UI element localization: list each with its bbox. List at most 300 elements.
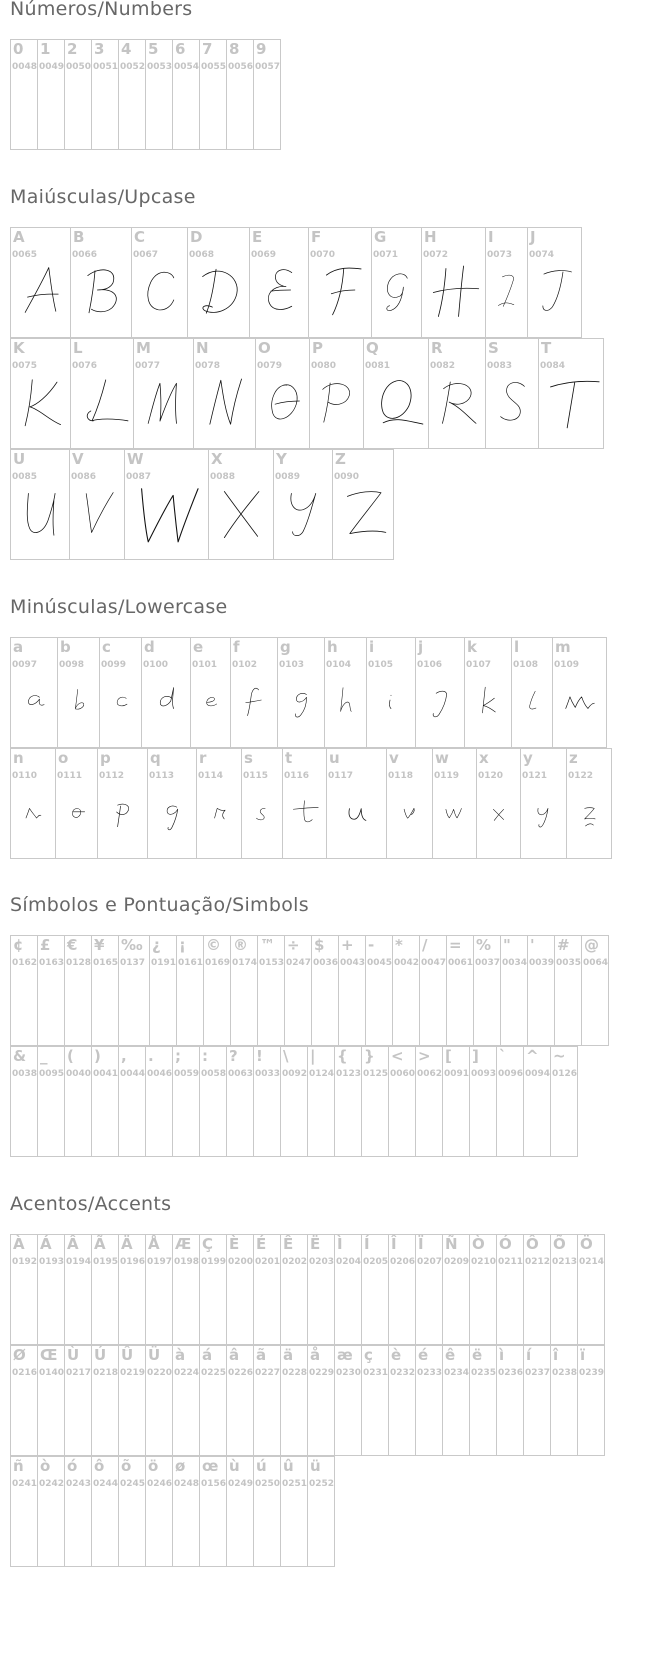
glyph-code: 0037 xyxy=(475,958,501,968)
glyph-cell xyxy=(324,637,367,748)
glyph-cell xyxy=(118,935,150,1046)
glyph-cell xyxy=(581,935,609,1046)
glyph-code: 0203 xyxy=(309,1257,335,1267)
glyph-character: í xyxy=(526,1346,532,1364)
glyph-code: 0051 xyxy=(93,62,119,72)
glyph-character: / xyxy=(422,936,428,954)
glyph-cell xyxy=(145,1345,173,1456)
glyph-character: ì xyxy=(499,1346,505,1364)
glyph-cell xyxy=(473,935,501,1046)
glyph-code: 0100 xyxy=(143,660,169,670)
glyph-code: 0062 xyxy=(417,1069,443,1079)
glyph-cell xyxy=(523,1046,551,1157)
glyph-code: 0099 xyxy=(101,660,127,670)
glyph-code: 0106 xyxy=(417,660,443,670)
glyph-code: 0225 xyxy=(201,1368,227,1378)
glyph-preview xyxy=(11,654,57,746)
glyph-code: 0228 xyxy=(282,1368,308,1378)
glyph-cell xyxy=(496,1345,524,1456)
glyph-character: K xyxy=(13,339,25,357)
glyph-cell xyxy=(10,1046,38,1157)
glyph-cell xyxy=(226,1234,254,1345)
glyph-character: i xyxy=(369,638,375,656)
glyph-character: N xyxy=(196,339,209,357)
glyph-character: ä xyxy=(283,1346,294,1364)
glyph-cell xyxy=(446,935,474,1046)
section-title: Números/Numbers xyxy=(10,0,193,20)
glyph-character: d xyxy=(144,638,155,656)
glyph-cell xyxy=(64,1234,92,1345)
glyph-cell xyxy=(70,338,134,449)
glyph-preview xyxy=(250,244,308,336)
glyph-preview xyxy=(148,765,196,857)
glyph-cell xyxy=(226,39,254,150)
glyph-cell xyxy=(64,39,92,150)
glyph-character: û xyxy=(283,1457,294,1475)
glyph-character: 0 xyxy=(13,40,24,58)
glyph-character: á xyxy=(202,1346,213,1364)
glyph-code: 0088 xyxy=(210,472,236,482)
glyph-code: 0092 xyxy=(282,1069,308,1079)
glyph-code: 0153 xyxy=(259,958,285,968)
glyph-character: â xyxy=(229,1346,240,1364)
glyph-character: ù xyxy=(229,1457,240,1475)
glyph-code: 0110 xyxy=(12,771,38,781)
glyph-preview xyxy=(231,654,277,746)
glyph-cell xyxy=(326,748,387,859)
glyph-code: 0078 xyxy=(195,361,221,371)
glyph-code: 0137 xyxy=(120,958,146,968)
glyph-row xyxy=(10,449,393,560)
glyph-code: 0108 xyxy=(513,660,539,670)
glyph-code: 0237 xyxy=(525,1368,551,1378)
glyph-cell xyxy=(386,748,433,859)
glyph-preview xyxy=(477,765,520,857)
glyph-code: 0216 xyxy=(12,1368,38,1378)
glyph-character: ) xyxy=(94,1047,101,1065)
glyph-code: 0081 xyxy=(365,361,391,371)
glyph-code: 0194 xyxy=(66,1257,92,1267)
glyph-character: õ xyxy=(121,1457,132,1475)
glyph-character: Î xyxy=(391,1235,397,1253)
glyph-cell xyxy=(255,338,310,449)
glyph-character: : xyxy=(202,1047,208,1065)
glyph-row xyxy=(10,1046,577,1157)
glyph-code: 0068 xyxy=(189,250,215,260)
glyph-cell xyxy=(280,1345,308,1456)
glyph-character: v xyxy=(389,749,399,767)
glyph-cell xyxy=(241,748,283,859)
glyph-character: O xyxy=(258,339,271,357)
glyph-code: 0156 xyxy=(201,1479,227,1489)
glyph-preview xyxy=(553,654,606,746)
glyph-character: t xyxy=(285,749,293,767)
glyph-cell xyxy=(527,227,582,338)
glyph-character: œ xyxy=(202,1457,219,1475)
glyph-code: 0053 xyxy=(147,62,173,72)
glyph-character: % xyxy=(476,936,492,954)
glyph-code: 0059 xyxy=(174,1069,200,1079)
glyph-character: R xyxy=(431,339,443,357)
glyph-character: * xyxy=(395,936,403,954)
glyph-preview xyxy=(528,244,581,336)
glyph-character: Æ xyxy=(175,1235,192,1253)
glyph-cell xyxy=(10,1345,38,1456)
glyph-cell xyxy=(523,1345,551,1456)
glyph-code: 0122 xyxy=(568,771,594,781)
glyph-character: ] xyxy=(472,1047,479,1065)
glyph-row xyxy=(10,1345,604,1456)
glyph-cell xyxy=(37,1345,65,1456)
glyph-code: 0128 xyxy=(66,958,92,968)
glyph-preview xyxy=(429,355,485,447)
glyph-code: 0218 xyxy=(93,1368,119,1378)
glyph-cell xyxy=(253,1234,281,1345)
glyph-code: 0140 xyxy=(39,1368,65,1378)
glyph-character: Å xyxy=(148,1235,160,1253)
glyph-code: 0235 xyxy=(471,1368,497,1378)
glyph-preview xyxy=(310,355,363,447)
glyph-preview xyxy=(125,466,208,558)
glyph-preview xyxy=(11,244,70,336)
glyph-cell xyxy=(361,1234,389,1345)
glyph-cell xyxy=(37,39,65,150)
glyph-code: 0239 xyxy=(579,1368,605,1378)
glyph-character: î xyxy=(553,1346,559,1364)
glyph-cell xyxy=(253,39,281,150)
section-title: Maiúsculas/Upcase xyxy=(10,186,196,208)
glyph-code: 0212 xyxy=(525,1257,551,1267)
glyph-character: ï xyxy=(580,1346,586,1364)
glyph-code: 0104 xyxy=(326,660,352,670)
glyph-character: ? xyxy=(229,1047,238,1065)
glyph-code: 0245 xyxy=(120,1479,146,1489)
glyph-code: 0054 xyxy=(174,62,200,72)
glyph-code: 0085 xyxy=(12,472,38,482)
glyph-cell xyxy=(432,748,477,859)
glyph-preview xyxy=(539,355,603,447)
glyph-preview xyxy=(191,654,230,746)
glyph-code: 0161 xyxy=(178,958,204,968)
glyph-character: < xyxy=(391,1047,404,1065)
glyph-code: 0201 xyxy=(255,1257,281,1267)
glyph-character: a xyxy=(13,638,24,656)
glyph-character: g xyxy=(280,638,291,656)
glyph-character: 1 xyxy=(40,40,51,58)
glyph-code: 0069 xyxy=(251,250,277,260)
glyph-character: à xyxy=(175,1346,186,1364)
glyph-code: 0123 xyxy=(336,1069,362,1079)
glyph-cell xyxy=(523,1234,551,1345)
glyph-code: 0097 xyxy=(12,660,38,670)
glyph-cell xyxy=(230,637,278,748)
glyph-character: ‰ xyxy=(121,936,143,954)
glyph-code: 0242 xyxy=(39,1479,65,1489)
glyph-code: 0111 xyxy=(57,771,83,781)
glyph-code: 0236 xyxy=(498,1368,524,1378)
glyph-character: ™ xyxy=(260,936,275,954)
glyph-cell xyxy=(118,1234,146,1345)
glyph-cell xyxy=(10,227,71,338)
glyph-character: - xyxy=(368,936,375,954)
glyph-row xyxy=(10,338,603,449)
glyph-code: 0087 xyxy=(126,472,152,482)
glyph-preview xyxy=(433,765,476,857)
glyph-code: 0230 xyxy=(336,1368,362,1378)
glyph-character: 5 xyxy=(148,40,159,58)
glyph-character: S xyxy=(488,339,499,357)
glyph-cell xyxy=(311,935,339,1046)
glyph-preview xyxy=(194,355,255,447)
glyph-cell xyxy=(253,1345,281,1456)
glyph-character: L xyxy=(73,339,83,357)
glyph-code: 0202 xyxy=(282,1257,308,1267)
glyph-cell xyxy=(199,1456,227,1567)
glyph-code: 0238 xyxy=(552,1368,578,1378)
glyph-cell xyxy=(124,449,209,560)
glyph-character: z xyxy=(569,749,578,767)
glyph-cell xyxy=(554,935,582,1046)
glyph-cell xyxy=(145,1234,173,1345)
glyph-code: 0049 xyxy=(39,62,65,72)
glyph-code: 0038 xyxy=(12,1069,38,1079)
glyph-cell xyxy=(91,1456,119,1567)
glyph-code: 0197 xyxy=(147,1257,173,1267)
glyph-character: k xyxy=(467,638,477,656)
glyph-row xyxy=(10,748,611,859)
glyph-character: ë xyxy=(472,1346,483,1364)
glyph-character: Y xyxy=(276,450,287,468)
glyph-code: 0196 xyxy=(120,1257,146,1267)
glyph-cell xyxy=(332,449,394,560)
glyph-character: H xyxy=(424,228,437,246)
glyph-row xyxy=(10,1234,604,1345)
glyph-preview xyxy=(465,654,511,746)
glyph-code: 0102 xyxy=(232,660,258,670)
glyph-cell xyxy=(277,637,325,748)
glyph-character: Ä xyxy=(121,1235,133,1253)
glyph-code: 0096 xyxy=(498,1069,524,1079)
glyph-preview xyxy=(325,654,366,746)
glyph-character: _ xyxy=(40,1047,48,1065)
glyph-cell xyxy=(476,748,521,859)
glyph-character: Í xyxy=(364,1235,370,1253)
section-title: Símbolos e Pontuação/Simbols xyxy=(10,894,309,916)
glyph-code: 0044 xyxy=(120,1069,146,1079)
glyph-cell xyxy=(187,227,250,338)
glyph-character: I xyxy=(488,228,494,246)
glyph-character: ç xyxy=(364,1346,373,1364)
glyph-cell xyxy=(428,338,486,449)
glyph-character: ( xyxy=(67,1047,74,1065)
glyph-cell xyxy=(172,1046,200,1157)
glyph-cell xyxy=(282,748,327,859)
glyph-code: 0206 xyxy=(390,1257,416,1267)
glyph-code: 0103 xyxy=(279,660,305,670)
glyph-cell xyxy=(55,748,98,859)
glyph-preview xyxy=(416,654,464,746)
glyph-character: 9 xyxy=(256,40,267,58)
glyph-cell xyxy=(485,227,528,338)
glyph-code: 0036 xyxy=(313,958,339,968)
glyph-cell xyxy=(37,1234,65,1345)
glyph-cell xyxy=(147,748,197,859)
glyph-cell xyxy=(334,1345,362,1456)
glyph-cell xyxy=(99,637,142,748)
glyph-code: 0079 xyxy=(257,361,283,371)
glyph-code: 0124 xyxy=(309,1069,335,1079)
glyph-code: 0119 xyxy=(434,771,460,781)
glyph-code: 0090 xyxy=(334,472,360,482)
glyph-code: 0033 xyxy=(255,1069,281,1079)
glyph-code: 0247 xyxy=(286,958,312,968)
glyph-code: 0080 xyxy=(311,361,337,371)
glyph-code: 0252 xyxy=(309,1479,335,1489)
glyph-character: F xyxy=(311,228,322,246)
glyph-character: ô xyxy=(94,1457,105,1475)
glyph-character: p xyxy=(100,749,111,767)
glyph-code: 0086 xyxy=(71,472,97,482)
glyph-cell xyxy=(145,1046,173,1157)
glyph-character: ¿ xyxy=(152,936,161,954)
glyph-character: ó xyxy=(67,1457,78,1475)
glyph-cell xyxy=(196,748,242,859)
glyph-code: 0112 xyxy=(99,771,125,781)
glyph-preview xyxy=(134,355,193,447)
glyph-cell xyxy=(10,1456,38,1567)
glyph-cell xyxy=(469,1345,497,1456)
glyph-character: ¥ xyxy=(94,936,105,954)
glyph-character: D xyxy=(190,228,203,246)
glyph-character: \ xyxy=(283,1047,289,1065)
glyph-character: n xyxy=(13,749,24,767)
glyph-character: C xyxy=(134,228,146,246)
glyph-code: 0226 xyxy=(228,1368,254,1378)
glyph-cell xyxy=(133,338,194,449)
glyph-code: 0244 xyxy=(93,1479,119,1489)
section-title: Acentos/Accents xyxy=(10,1193,172,1215)
glyph-character: Ø xyxy=(13,1346,26,1364)
glyph-cell xyxy=(10,748,56,859)
glyph-character: b xyxy=(60,638,71,656)
glyph-character: À xyxy=(13,1235,25,1253)
glyph-cell xyxy=(199,1345,227,1456)
glyph-character: M xyxy=(136,339,151,357)
glyph-code: 0050 xyxy=(66,62,92,72)
glyph-cell xyxy=(550,1234,578,1345)
glyph-character: , xyxy=(121,1047,127,1065)
glyph-character: è xyxy=(391,1346,402,1364)
glyph-cell xyxy=(363,338,429,449)
glyph-code: 0046 xyxy=(147,1069,173,1079)
glyph-cell xyxy=(365,935,393,1046)
glyph-cell xyxy=(10,935,38,1046)
glyph-cell xyxy=(10,449,70,560)
glyph-code: 0249 xyxy=(228,1479,254,1489)
glyph-code: 0174 xyxy=(232,958,258,968)
glyph-cell xyxy=(145,39,173,150)
glyph-character: É xyxy=(256,1235,267,1253)
glyph-code: 0200 xyxy=(228,1257,254,1267)
glyph-code: 0091 xyxy=(444,1069,470,1079)
glyph-character: € xyxy=(67,936,78,954)
glyph-code: 0117 xyxy=(328,771,354,781)
glyph-code: 0063 xyxy=(228,1069,254,1079)
glyph-character: Ú xyxy=(94,1346,107,1364)
glyph-code: 0073 xyxy=(487,250,513,260)
glyph-code: 0229 xyxy=(309,1368,335,1378)
glyph-code: 0211 xyxy=(498,1257,524,1267)
glyph-cell xyxy=(308,227,372,338)
glyph-cell xyxy=(10,1234,38,1345)
glyph-character: T xyxy=(541,339,552,357)
glyph-character: ú xyxy=(256,1457,267,1475)
glyph-preview xyxy=(142,654,190,746)
glyph-cell xyxy=(280,1046,308,1157)
glyph-character: 2 xyxy=(67,40,78,58)
glyph-preview xyxy=(521,765,566,857)
glyph-code: 0204 xyxy=(336,1257,362,1267)
glyph-cell xyxy=(307,1456,335,1567)
glyph-character: Ê xyxy=(283,1235,294,1253)
glyph-character: ñ xyxy=(13,1457,24,1475)
glyph-cell xyxy=(334,1234,362,1345)
glyph-code: 0199 xyxy=(201,1257,227,1267)
glyph-cell xyxy=(10,338,71,449)
glyph-cell xyxy=(496,1234,524,1345)
glyph-cell xyxy=(226,1345,254,1456)
glyph-code: 0043 xyxy=(340,958,366,968)
glyph-preview xyxy=(512,654,552,746)
glyph-preview xyxy=(567,765,611,857)
glyph-cell xyxy=(190,637,231,748)
glyph-code: 0065 xyxy=(12,250,38,260)
glyph-cell xyxy=(64,1456,92,1567)
glyph-code: 0077 xyxy=(135,361,161,371)
glyph-character: ' xyxy=(530,936,535,954)
glyph-character: ¢ xyxy=(13,936,24,954)
glyph-character: ÷ xyxy=(287,936,300,954)
glyph-character: | xyxy=(310,1047,316,1065)
glyph-cell xyxy=(500,935,528,1046)
glyph-cell xyxy=(249,227,309,338)
glyph-code: 0224 xyxy=(174,1368,200,1378)
glyph-character: # xyxy=(557,936,570,954)
glyph-character: ^ xyxy=(526,1047,539,1065)
glyph-code: 0035 xyxy=(556,958,582,968)
glyph-cell xyxy=(469,1046,497,1157)
glyph-code: 0094 xyxy=(525,1069,551,1079)
glyph-cell xyxy=(199,1046,227,1157)
glyph-character: G xyxy=(374,228,387,246)
glyph-cell xyxy=(69,449,125,560)
glyph-code: 0192 xyxy=(12,1257,38,1267)
glyph-cell xyxy=(415,1234,443,1345)
glyph-code: 0039 xyxy=(529,958,555,968)
glyph-character: > xyxy=(418,1047,431,1065)
glyph-preview xyxy=(132,244,187,336)
glyph-cell xyxy=(361,1046,389,1157)
glyph-code: 0095 xyxy=(39,1069,65,1079)
glyph-code: 0060 xyxy=(390,1069,416,1079)
glyph-character: e xyxy=(193,638,204,656)
glyph-character: " xyxy=(503,936,511,954)
glyph-character: 8 xyxy=(229,40,240,58)
glyph-character: ~ xyxy=(553,1047,566,1065)
glyph-cell xyxy=(442,1234,470,1345)
glyph-character: P xyxy=(312,339,323,357)
glyph-code: 0058 xyxy=(201,1069,227,1079)
